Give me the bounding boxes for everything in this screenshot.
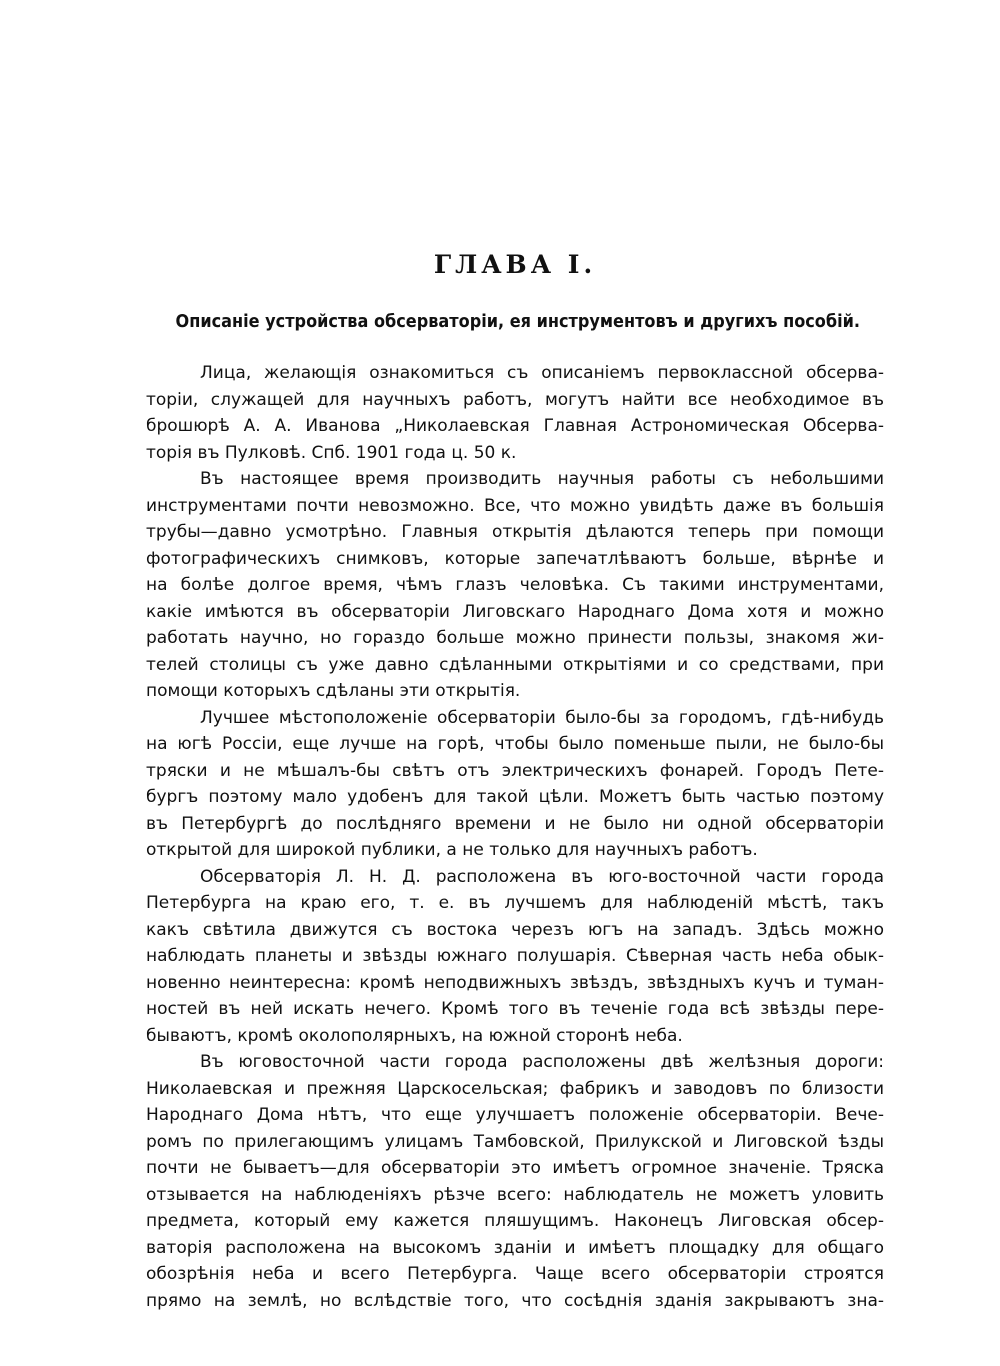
text-line: Въ настоящее время производить научныя работы съ небольшими (200, 469, 884, 489)
chapter-body (146, 360, 884, 1314)
text-line: Николаевская и прежняя Царскосельская; фабрикъ и заводовъ по близости (146, 1078, 884, 1099)
text-line: какъ свѣтила движутся съ востока черезъ югъ на западъ. Здѣсь можно (146, 919, 884, 940)
paragraph (146, 1049, 884, 1314)
text-line: какіе имѣются въ обсерваторіи Лиговскаго Народнаго Дома хотя и можно (146, 601, 884, 622)
text-line: отзывается на наблюденіяхъ рѣзче всего: наблюдатель не можетъ уловить (146, 1184, 884, 1205)
text-line: прямо на землѣ, но вслѣдствіе того, что сосѣднія зданія закрываютъ зна- (146, 1290, 884, 1311)
text-line: почти не бываетъ—для обсерваторіи это имѣетъ огромное значеніе. Тряска (146, 1158, 884, 1178)
text-line: трубы—давно усмотрѣно. Главныя открытія дѣлаются теперь при помощи (146, 522, 884, 542)
text-line: помощи которыхъ сдѣланы эти открытія. (146, 681, 521, 701)
text-line: наблюдать планеты и звѣзды южнаго полушарія. Сѣверная часть неба обык- (146, 946, 884, 966)
text-line: ромъ по прилегающимъ улицамъ Тамбовской, Прилукской и Лиговской ѣзды (146, 1131, 884, 1152)
text-line: ностей въ ней искать нечего. Кромѣ того въ теченіе года всѣ звѣзды пере- (146, 999, 884, 1019)
text-line: инструментами почти невозможно. Все, что можно увидѣть даже въ большія (146, 495, 884, 516)
paragraph (146, 864, 884, 1050)
text-line: брошюрѣ А. А. Иванова „Николаевская Главная Астрономическая Обсерва- (146, 416, 884, 436)
text-line: на болѣе долгое время, чѣмъ глазъ человѣка. Съ такими инструментами, (146, 575, 884, 595)
text-line: въ Петербургѣ до послѣдняго времени и не было ни одной обсерваторіи (146, 813, 884, 834)
text-line: бываютъ, кромѣ околополярныхъ, на южной сторонѣ неба. (146, 1025, 683, 1046)
document-page (146, 0, 884, 1366)
paragraph (146, 466, 884, 705)
text-line: торіи, служащей для научныхъ работъ, могутъ найти все необходимое въ (146, 389, 884, 410)
paragraph (146, 705, 884, 864)
chapter-title: ГЛАВА I. (433, 250, 597, 279)
text-line: Лица, желающія ознакомиться съ описаніемъ первоклассной обсерва- (200, 363, 884, 383)
text-line: работать научно, но гораздо больше можно принести пользы, знакомя жи- (146, 628, 884, 648)
text-line: бургъ поэтому мало удобенъ для такой цѣли. Можетъ быть частью поэтому (146, 787, 884, 807)
text-line: новенно неинтересна: кромѣ неподвижныхъ звѣздъ, звѣздныхъ кучъ и туман- (146, 972, 884, 993)
text-line: обозрѣнія неба и всего Петербурга. Чаще всего обсерваторіи строятся (146, 1264, 884, 1284)
text-line: торія въ Пулковѣ. Спб. 1901 года ц. 50 к. (146, 442, 517, 463)
text-line: Петербурга на краю его, т. е. въ лучшемъ для наблюденій мѣстѣ, такъ (146, 893, 884, 913)
text-line: Народнаго Дома нѣтъ, что еще улучшаетъ положеніе обсерваторіи. Вече- (146, 1105, 884, 1125)
text-line: Лучшее мѣстоположеніе обсерваторіи было-бы за городомъ, гдѣ-нибудь (200, 707, 884, 728)
text-line: тряски и не мѣшалъ-бы свѣтъ отъ электрическихъ фонарей. Городъ Пете- (146, 760, 884, 781)
text-line: ваторія расположена на высокомъ зданіи и имѣетъ площадку для общаго (146, 1237, 884, 1258)
text-line: Обсерваторія Л. Н. Д. расположена въ юго-восточной части города (200, 866, 884, 887)
text-line: телей столицы съ уже давно сдѣланными открытіями и со средствами, при (146, 654, 884, 675)
text-line: предмета, который ему кажется пляшущимъ. Наконецъ Лиговская обсер- (146, 1211, 884, 1231)
chapter-subtitle: Описаніе устройства обсерваторіи, ея инструментовъ и другихъ пособій. (175, 312, 861, 332)
paragraph (146, 360, 884, 466)
text-line: открытой для широкой публики, а не только для научныхъ работъ. (146, 840, 758, 860)
text-line: Въ юговосточной части города расположены двѣ желѣзныя дороги: (200, 1052, 884, 1072)
text-line: фотографическихъ снимковъ, которые запечатлѣваютъ больше, вѣрнѣе и (146, 548, 884, 569)
text-line: на югѣ Россіи, еще лучше на горѣ, чтобы было поменьше пыли, не было-бы (146, 734, 884, 754)
